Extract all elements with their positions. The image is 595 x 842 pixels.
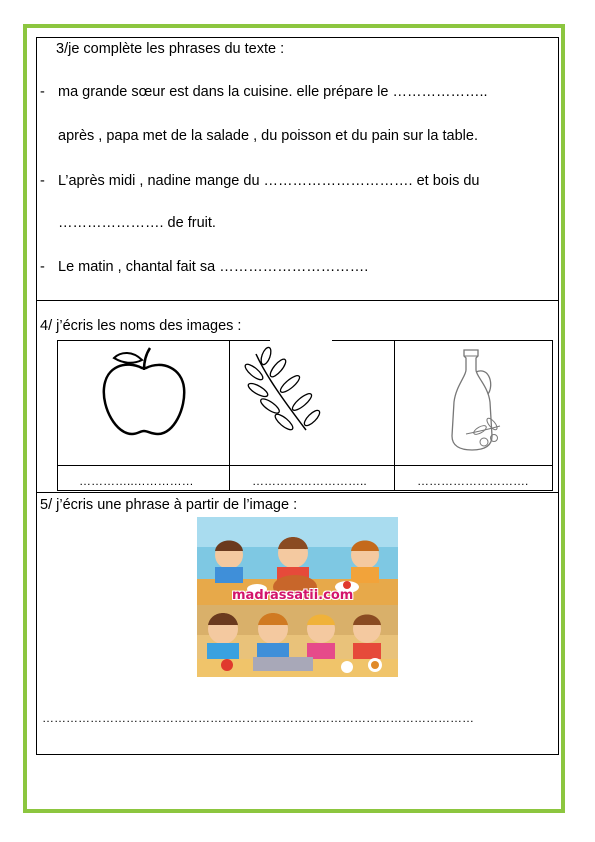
image-watermark: madrassatii.com: [232, 588, 354, 603]
sentence-answer-line[interactable]: ………………………………………………………………………………………………: [42, 711, 474, 725]
sentence-1: ma grande sœur est dans la cuisine. elle prépare le ………………..: [58, 84, 488, 100]
sentence-2-continued: …………………. de fruit.: [58, 215, 216, 231]
section-3-title: 3/je complète les phrases du texte :: [56, 41, 285, 57]
bullet-dash: -: [40, 259, 45, 275]
answer-dots-2: ………………………..: [252, 474, 367, 488]
section-4-title: 4/ j’écris les noms des images :: [40, 318, 242, 334]
olive-branch-icon: [244, 346, 324, 434]
bullet-dash: -: [40, 173, 45, 189]
apple-icon: [96, 346, 192, 438]
sentence-3: Le matin , chantal fait sa ………………………….: [58, 259, 369, 275]
sentence-1-continued: après , papa met de la salade , du poisson et du pain sur la table.: [58, 128, 478, 144]
title-gap: [270, 337, 332, 343]
answer-dots-3: ……………………….: [417, 474, 529, 488]
answer-dots-1: …………..……………: [79, 474, 194, 488]
bullet-dash: -: [40, 84, 45, 100]
oil-bottle-icon: [440, 346, 510, 456]
section-5-title: 5/ j’écris une phrase à partir de l’image :: [40, 497, 298, 513]
sentence-2: L’après midi , nadine mange du …………………………. et bois du: [58, 173, 480, 189]
